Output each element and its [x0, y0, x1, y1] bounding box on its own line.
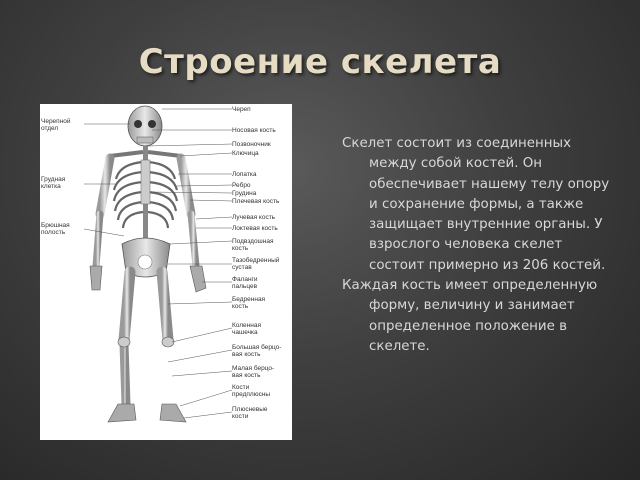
label-cranial: Черепной отдел	[41, 118, 71, 132]
slide-body	[342, 134, 612, 357]
legs	[124, 272, 168, 404]
label-clavicle: Ключица	[232, 150, 259, 157]
label-scapula: Лопатка	[232, 171, 257, 178]
label-tarsals: Кости предплюсны	[232, 384, 271, 398]
label-nasal-bone: Носовая кость	[232, 127, 276, 134]
label-skull: Череп	[232, 106, 251, 113]
label-fibula: Малая берцо- вая кость	[232, 365, 275, 379]
label-abdominal: Брюшная полость	[41, 222, 70, 236]
label-ulna: Локтевая кость	[232, 225, 278, 232]
label-rib: Ребро	[232, 182, 251, 189]
paragraph-2: Каждая кость имеет определенную форму, величину и занимает определенное положение в скелете.	[342, 278, 598, 354]
slide-title: Строение скелета	[138, 42, 502, 82]
label-sternum: Грудина	[232, 190, 257, 197]
label-chest: Грудная клетка	[41, 176, 66, 190]
label-femur: Бедренная кость	[232, 296, 266, 310]
label-radius: Лучевая кость	[232, 214, 276, 221]
label-ilium: Подвздошная кость	[232, 238, 274, 252]
skeleton-figure	[40, 104, 292, 440]
paragraph-1: Скелет состоит из соединенных между собой костей. Он обеспечивает нашему телу опору и сохранение формы, а также защищает внутренние органы. У взрослого человека скелет состоит примерно из 206 костей.	[342, 136, 610, 273]
label-spine: Позвоночник	[232, 141, 271, 148]
label-patella: Коленная чашечка	[232, 322, 261, 336]
label-hip-joint: Тазобедренный сустав	[232, 257, 280, 271]
label-phalanges: Фаланги пальцев	[232, 276, 258, 290]
label-metatarsals: Плюсневые кости	[232, 406, 268, 420]
label-tibia: Большая берцо- вая кость	[232, 344, 282, 358]
label-humerus: Плечевая кость	[232, 198, 280, 205]
